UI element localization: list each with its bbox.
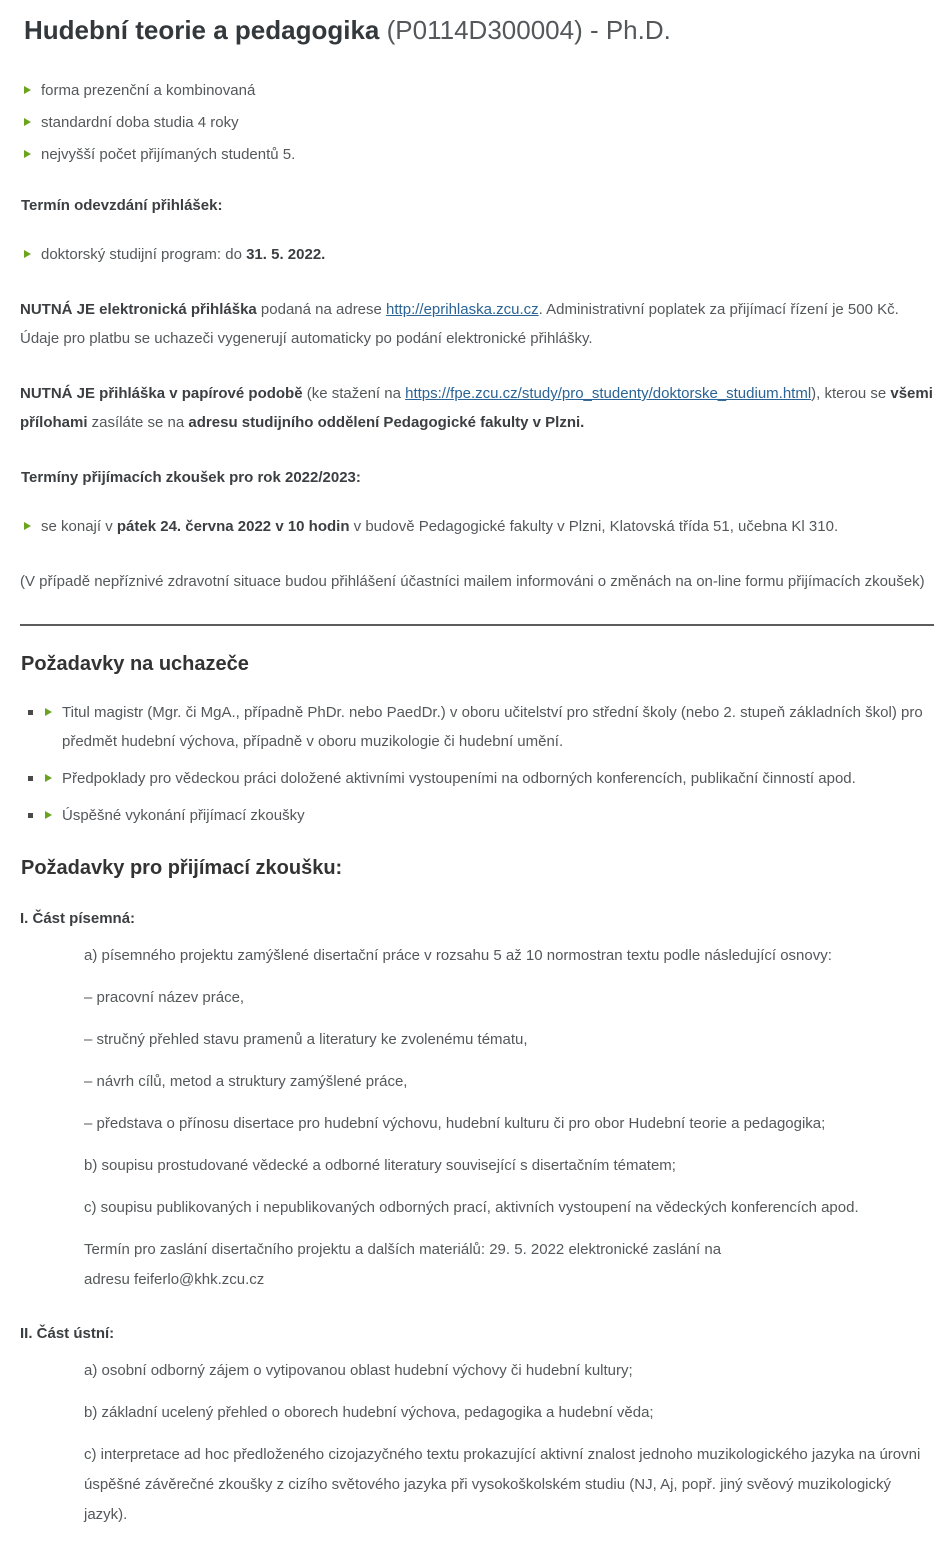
list-item (24, 144, 934, 165)
square-bullet-icon (28, 813, 33, 818)
text-segment: pátek 24. června 2022 v 10 hodin (116, 518, 350, 535)
bullet-arrow-icon (24, 522, 31, 530)
fpe-doktorske-studium-link[interactable]: https://fpe.zcu.cz/study/pro_studenty/doktorske_studium.html (405, 385, 812, 402)
text-segment: – představa o přínosu disertace pro hudební výchovu, hudební kulturu či pro obor Hudební teorie a pedagogika; (84, 1115, 826, 1132)
list-item (20, 764, 934, 793)
exam-requirement-paragraph (84, 1025, 934, 1055)
list-item (24, 240, 934, 269)
paper-application-paragraph (20, 379, 934, 437)
program-code-suffix: (P0114D300004) - Ph.D. (379, 15, 671, 45)
list-item-text: forma prezenční a kombinovaná (41, 82, 256, 99)
text-segment: podaná na adrese (256, 301, 387, 318)
program-name: Hudební teorie a pedagogika (24, 15, 380, 45)
deadline-bullet-text (41, 240, 934, 269)
text-segment: – pracovní název práce, (84, 989, 245, 1006)
list-item (20, 801, 934, 830)
bullet-arrow-icon (45, 811, 52, 819)
text-segment: elektronické zaslání na (564, 1241, 722, 1258)
text-segment: – stručný přehled stavu pramenů a literatury ke zvolenému tématu, (84, 1031, 528, 1048)
text-segment: – návrh cílů, metod a struktury zamýšlené práce, (84, 1073, 408, 1090)
text-segment: 31. 5. 2022. (246, 246, 326, 263)
text-segment: se konají v (41, 518, 117, 535)
text-segment: a) písemného projektu zamýšlené disertační práce v rozsahu 5 až 10 normostran textu podle následující osnovy: (84, 947, 832, 964)
page-title (24, 14, 934, 46)
exam-requirement-paragraph (84, 941, 934, 971)
intro-list (24, 80, 934, 165)
text-segment: c) soupisu publikovaných i nepublikovaných odborných prací, aktivních vystoupení na vědeckých konferencích apod. (84, 1199, 859, 1216)
text-segment: b) základní ucelený přehled o oborech hudební výchova, pedagogika a hudební věda; (84, 1404, 654, 1421)
electronic-application-paragraph (20, 295, 934, 353)
list-item (24, 512, 934, 541)
requirements-heading: Požadavky na uchazeče (21, 653, 249, 675)
exam-requirement-paragraph (84, 1235, 934, 1295)
deadline-bullet-list (24, 240, 934, 269)
exam-requirement-paragraph (84, 1109, 934, 1139)
list-item-text: Předpoklady pro vědeckou práci doložené aktivními vystoupeními na odborných konferencích, publikační činností apod. (62, 770, 856, 787)
list-item-text: Úspěšné vykonání přijímací zkoušky (62, 807, 305, 824)
bullet-arrow-icon (24, 150, 31, 158)
oral-part-heading: II. Část ústní: (20, 1325, 115, 1342)
text-segment: adresu feiferlo@khk.zcu.cz (84, 1271, 265, 1288)
section-divider (20, 624, 934, 626)
exam-requirements-heading: Požadavky pro přijímací zkoušku: (21, 857, 343, 879)
exam-requirement-paragraph (84, 1440, 934, 1530)
text-segment: a) osobní odborný zájem o vytipovanou oblast hudební výchovy či hudební kultury; (84, 1362, 633, 1379)
text-segment: b) soupisu prostudované vědecké a odborné literatury související s disertačním tématem; (84, 1157, 676, 1174)
exam-date-bullet-text (41, 512, 934, 541)
deadline-heading: Termín odevzdání přihlášek: (21, 197, 223, 214)
text-segment: v budově Pedagogické fakulty v Plzni, Klatovská třída 51, učebna Kl 310. (349, 518, 839, 535)
list-item-text: nejvyšší počet přijímaných studentů 5. (41, 146, 296, 163)
list-item (24, 112, 934, 133)
exam-date-bullet-list (24, 512, 934, 541)
exam-dates-heading: Termíny přijímacích zkoušek pro rok 2022/2023: (21, 469, 361, 486)
text-segment: . Administrativní poplatek za přijímací řízení je 500 Kč. Údaje pro platbu se uchazeči vygenerují automaticky po podání elektronické přihlášky. (20, 301, 899, 347)
text-segment: (ke stažení na (302, 385, 406, 402)
text-segment: c) interpretace ad hoc předloženého cizojazyčného textu prokazující aktivní znalost jednoho muzikologického jazyka na úrovni úspěšné závěrečné zkoušky z cizího světového jazyka při vysokoškolském studiu (NJ, Aj, popř. jiný svěový muzikologický jazyk). (84, 1446, 921, 1523)
text-segment: zasíláte se na (87, 414, 189, 431)
text-segment: 29. 5. 2022 (489, 1241, 565, 1258)
written-part-paragraphs (20, 941, 934, 1295)
list-item (24, 80, 934, 101)
written-part-heading: I. Část písemná: (20, 910, 136, 927)
bullet-arrow-icon (24, 250, 31, 258)
list-item-text: standardní doba studia 4 roky (41, 114, 239, 131)
square-bullet-icon (28, 776, 33, 781)
text-segment: adresu studijního oddělení Pedagogické fakulty v Plzni. (188, 414, 585, 431)
bullet-arrow-icon (45, 774, 52, 782)
text-segment: doktorský studijní program: do (41, 246, 247, 263)
list-item (20, 698, 934, 756)
exam-requirement-paragraph (84, 983, 934, 1013)
exam-requirement-paragraph (84, 1193, 934, 1223)
exam-requirement-paragraph (84, 1067, 934, 1097)
oral-part-paragraphs (20, 1356, 934, 1530)
exam-requirement-paragraph (84, 1151, 934, 1181)
text-segment: NUTNÁ JE přihláška v papírové podobě (20, 385, 303, 402)
exam-requirement-paragraph (84, 1398, 934, 1428)
text-segment: ), kterou se (811, 385, 891, 402)
text-segment: všemi přílohami (20, 385, 933, 431)
bullet-arrow-icon (45, 708, 52, 716)
text-segment: Termín pro zaslání disertačního projektu a dalších materiálů: (84, 1241, 490, 1258)
text-segment: NUTNÁ JE elektronická přihláška (20, 301, 257, 318)
covid-note-paragraph: (V případě nepříznivé zdravotní situace budou přihlášení účastníci mailem informováni o změnách na on-line formu přijímacích zkoušek) (20, 573, 925, 590)
exam-requirement-paragraph (84, 1356, 934, 1386)
eprihlaska-link[interactable]: http://eprihlaska.zcu.cz (386, 301, 539, 318)
list-item-text: Titul magistr (Mgr. či MgA., případně PhDr. nebo PaedDr.) v oboru učitelství pro střední školy (nebo 2. stupeň základních škol) pro předmět hudební výchova, případně v oboru muzikologie či hudební umění. (62, 704, 923, 750)
bullet-arrow-icon (24, 86, 31, 94)
requirements-list (20, 698, 934, 830)
square-bullet-icon (28, 710, 33, 715)
bullet-arrow-icon (24, 118, 31, 126)
